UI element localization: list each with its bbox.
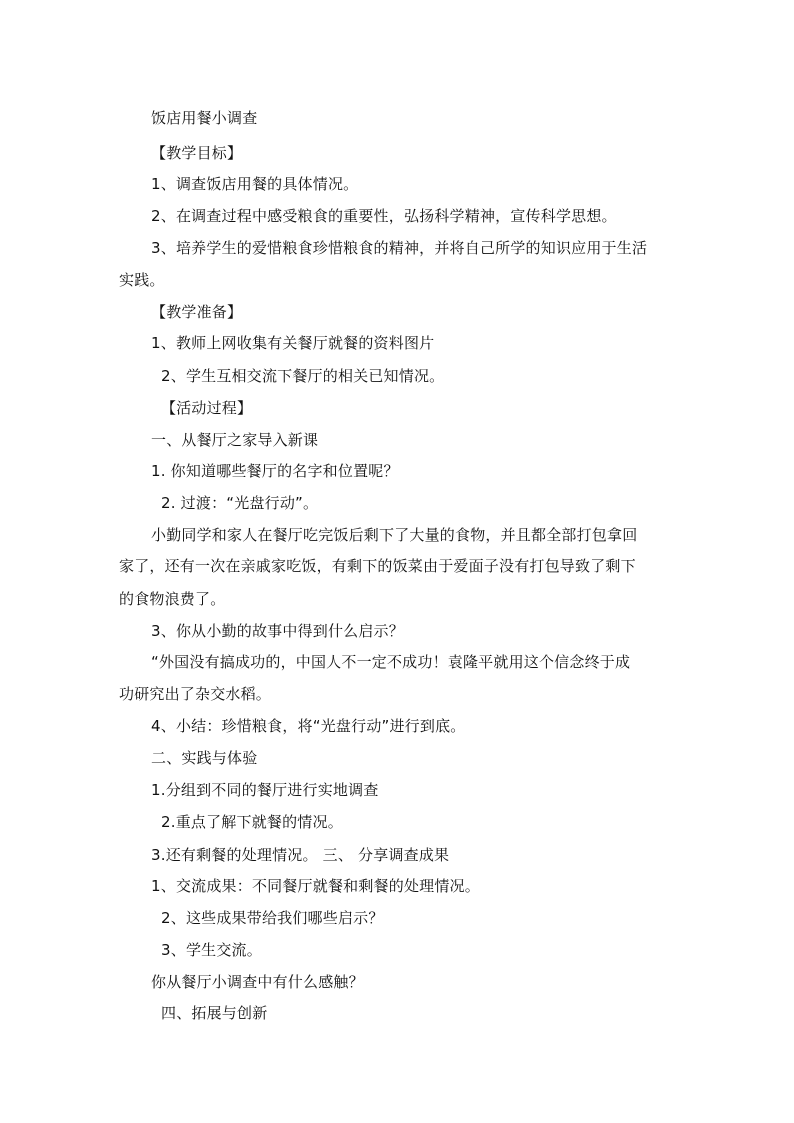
goals-heading: 【教学目标】 (151, 144, 243, 162)
practice-item-3: 3.还有剩餐的处理情况。 三、 分享调查成果 (151, 846, 450, 864)
goal-item-3-line-1: 3、培养学生的爱惜粮食珍惜粮食的精神，并将自己所学的知识应用于生活 (151, 239, 648, 257)
document-title: 饭店用餐小调查 (151, 109, 258, 127)
share-item-1: 1、交流成果：不同餐厅就餐和剩餐的处理情况。 (151, 877, 480, 895)
share-item-3: 3、学生交流。 (161, 941, 262, 959)
story-line-1: 小勤同学和家人在餐厅吃完饭后剩下了大量的食物，并且都全部打包拿回 (151, 526, 638, 544)
part-one-heading: 一、从餐厅之家导入新课 (151, 431, 319, 449)
prep-item-1: 1、教师上网收集有关餐厅就餐的资料图片 (151, 334, 435, 352)
question-1: 1. 你知道哪些餐厅的名字和位置呢？ (151, 462, 399, 480)
quote-line-2: 功研究出了杂交水稻。 (119, 685, 272, 703)
goal-item-2: 2、在调查过程中感受粮食的重要性，弘扬科学精神，宣传科学思想。 (151, 207, 617, 225)
question-2: 2. 过渡：“光盘行动”。 (161, 494, 319, 512)
activity-heading: 【活动过程】 (161, 399, 253, 417)
goal-item-3-line-2: 实践。 (119, 271, 165, 289)
story-line-2: 家了，还有一次在亲戚家吃饭，有剩下的饭菜由于爱面子没有打包导致了剩下 (119, 557, 636, 575)
goal-item-1: 1、调查饭店用餐的具体情况。 (151, 175, 359, 193)
story-line-3: 的食物浪费了。 (119, 590, 226, 608)
prep-heading: 【教学准备】 (151, 303, 243, 321)
prep-item-2: 2、学生互相交流下餐厅的相关已知情况。 (161, 367, 445, 385)
quote-line-1: “外国没有搞成功的，中国人不一定不成功！袁隆平就用这个信念终于成 (151, 653, 631, 671)
practice-item-1: 1.分组到不同的餐厅进行实地调查 (151, 781, 379, 799)
part-two-heading: 二、实践与体验 (151, 749, 258, 767)
reflection-question: 你从餐厅小调查中有什么感触？ (151, 973, 364, 991)
share-item-2: 2、这些成果带给我们哪些启示？ (161, 909, 384, 927)
summary-line: 4、小结：珍惜粮食，将“光盘行动”进行到底。 (151, 717, 466, 735)
practice-item-2: 2.重点了解下就餐的情况。 (161, 813, 343, 831)
part-four-heading: 四、拓展与创新 (161, 1004, 268, 1022)
question-3: 3、你从小勤的故事中得到什么启示？ (151, 622, 404, 640)
